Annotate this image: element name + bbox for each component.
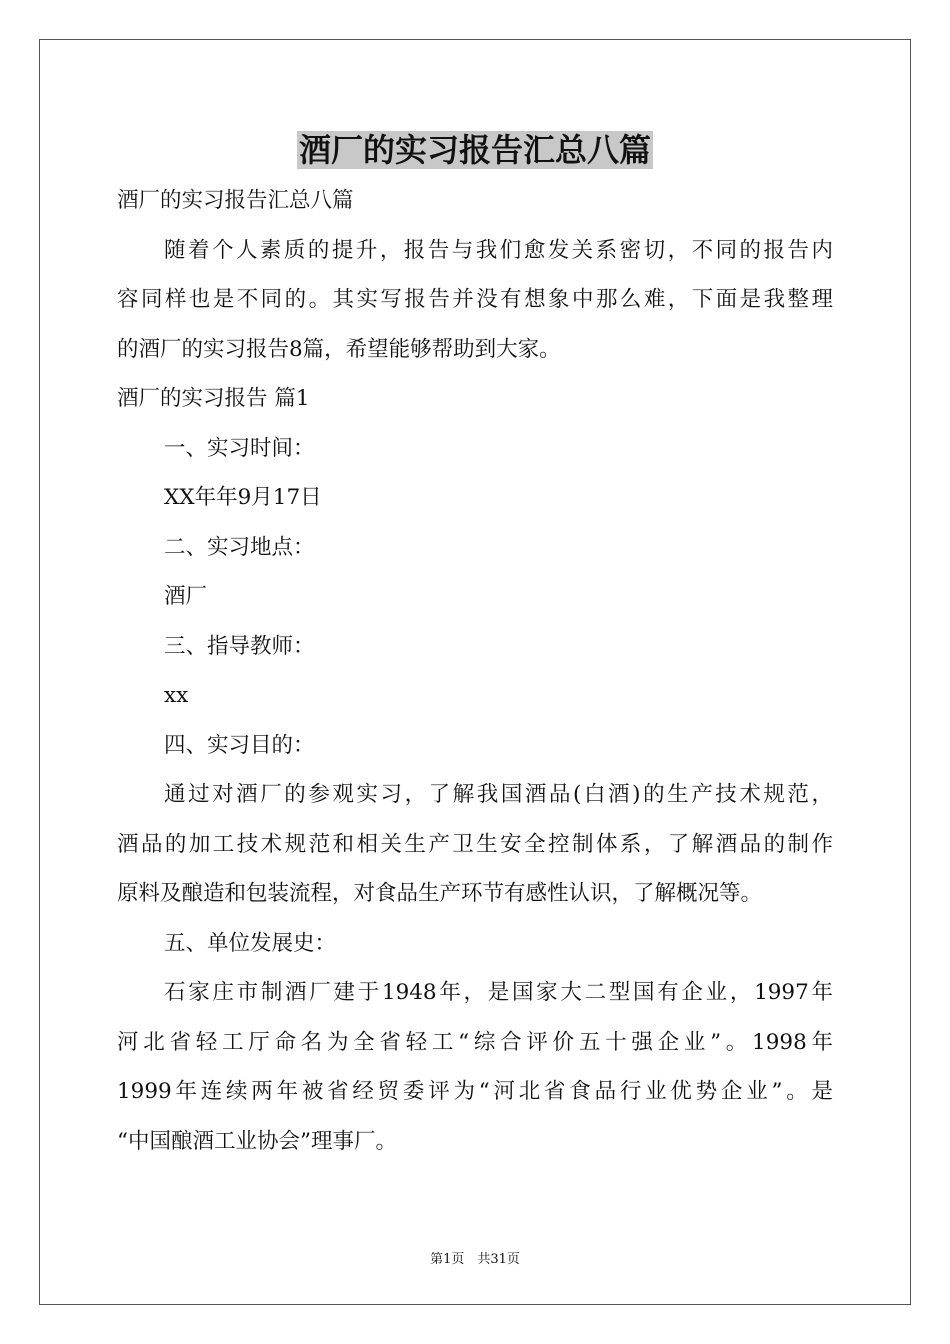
purpose-line-1: 通过对酒厂的参观实习，了解我国酒品(白酒)的生产技术规范， bbox=[164, 782, 833, 807]
item-place-heading: 二、实习地点： bbox=[164, 534, 315, 560]
purpose-line-3: 原料及酿造和包装流程，对食品生产环节有感性认识，了解概况等。 bbox=[117, 881, 763, 906]
history-line-1: 石家庄市制酒厂建于1948年，是国家大二型国有企业，1997年 bbox=[164, 980, 833, 1005]
history-line-2: 河北省轻工厅命名为全省轻工“综合评价五十强企业”。1998年 bbox=[117, 1029, 833, 1055]
intro-line-2: 容同样也是不同的。其实写报告并没有想象中那么难，下面是我整理 bbox=[117, 287, 833, 312]
history-heading: 五、单位发展史： bbox=[164, 930, 337, 956]
history-line-4: “中国酿酒工业协会”理事厂。 bbox=[117, 1128, 397, 1154]
history-line-3: 1999年连续两年被省经贸委评为“河北省食品行业优势企业”。是 bbox=[117, 1079, 833, 1104]
item-purpose-heading: 四、实习目的： bbox=[164, 732, 315, 758]
item-time-value: XX年年9月17日 bbox=[164, 485, 322, 510]
purpose-line-2: 酒品的加工技术规范和相关生产卫生安全控制体系，了解酒品的制作 bbox=[117, 831, 833, 857]
item-place-value: 酒厂 bbox=[164, 584, 208, 609]
intro-line-1: 随着个人素质的提升，报告与我们愈发关系密切，不同的报告内 bbox=[164, 237, 833, 263]
document-title bbox=[0, 128, 950, 172]
title-highlight: 酒厂的实习报告汇总八篇 bbox=[298, 131, 651, 169]
section-heading: 酒厂的实习报告 篇1 bbox=[117, 386, 310, 411]
subtitle-line: 酒厂的实习报告汇总八篇 bbox=[117, 188, 354, 213]
page-footer: 第1页 共31页 bbox=[430, 1252, 520, 1267]
intro-line-3: 的酒厂的实习报告8篇，希望能够帮助到大家。 bbox=[117, 336, 561, 362]
item-teacher-value: xx bbox=[164, 683, 189, 708]
item-teacher-heading: 三、指导教师： bbox=[164, 633, 315, 659]
document-body bbox=[117, 176, 833, 1166]
item-time-heading: 一、实习时间： bbox=[164, 435, 315, 461]
